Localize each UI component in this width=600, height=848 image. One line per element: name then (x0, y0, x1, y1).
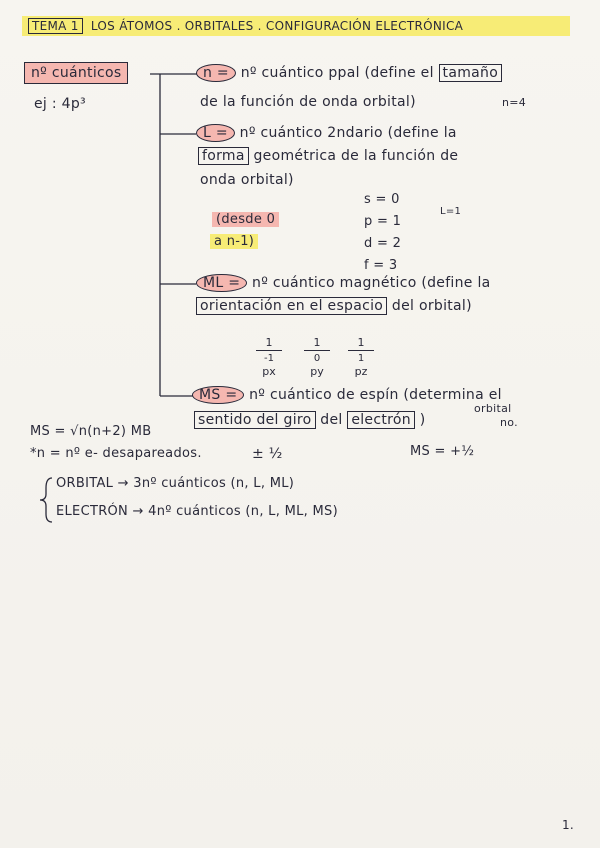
ms-row-2 (194, 412, 425, 428)
frac-bottom: 0 (313, 353, 321, 364)
page-number: 1. (562, 818, 575, 832)
frac-top: 1 (265, 336, 273, 349)
ml-row (196, 274, 491, 292)
ml-fraction-py (302, 336, 332, 378)
n-symbol: n = (196, 64, 236, 82)
l-desc: nº cuántico 2ndario (define la (239, 125, 457, 141)
ml-orientation-box: orientación en el espacio (196, 297, 387, 315)
n-note: n=4 (502, 96, 527, 109)
l-value-f: f = 3 (364, 258, 398, 273)
l-row-2 (198, 148, 458, 164)
ml-desc: nº cuántico magnético (define la (252, 275, 491, 291)
ms-mid: del (320, 412, 343, 428)
n-size-box: tamaño (439, 64, 503, 82)
ml-row-2 (196, 298, 472, 314)
frac-top: 1 (357, 336, 365, 349)
ms-close: ) (419, 412, 426, 428)
l-desc-line3: onda orbital) (200, 172, 294, 188)
ms-spin-box: sentido del giro (194, 411, 316, 429)
ml-desc-line2: del orbital) (391, 298, 472, 314)
title-text: LOS ÁTOMOS . ORBITALES . CONFIGURACIÓN ELECTRÓNICA (90, 19, 464, 33)
l-symbol: L = (196, 124, 235, 142)
l-row (196, 124, 457, 142)
n-definition: *n = nº e- desapareados. (30, 446, 202, 461)
frac-label: px (262, 365, 276, 378)
frac-label: pz (354, 365, 368, 378)
quantum-numbers-heading: nº cuánticos (24, 62, 128, 84)
ms-row (192, 386, 502, 404)
ms-desc: nº cuántico de espín (determina el (249, 387, 502, 403)
ml-fraction-pz (346, 336, 376, 378)
n-desc-line2: de la función de onda orbital) (200, 94, 416, 110)
ml-symbol: ML = (196, 274, 247, 292)
frac-top: 1 (313, 336, 321, 349)
ms-symbol: MS = (192, 386, 244, 404)
n-row (196, 64, 502, 82)
tema-box: TEMA 1 (28, 18, 83, 34)
l-form-box: forma (198, 147, 249, 165)
l-desc-line2: geométrica de la función de (253, 148, 459, 164)
l-value-d: d = 2 (364, 236, 402, 251)
ms-value: MS = +½ (410, 444, 475, 459)
ml-fraction-px (254, 336, 284, 378)
l-value-s: s = 0 (364, 192, 400, 207)
ms-note-bottom: no. (500, 416, 518, 429)
orbital-line: ORBITAL → 3nº cuánticos (n, L, ML) (56, 476, 295, 491)
n-desc: nº cuántico ppal (define el (240, 65, 434, 81)
frac-bottom: 1 (357, 353, 365, 364)
ms-plusminus: ± ½ (252, 446, 283, 462)
frac-label: py (310, 365, 324, 378)
mu-formula: MS = √n(n+2) MB (30, 424, 152, 439)
l-note: L=1 (440, 206, 462, 217)
l-range-2: a n-1) (210, 234, 258, 249)
electron-line: ELECTRÓN → 4nº cuánticos (n, L, ML, MS) (56, 504, 338, 519)
frac-bottom: -1 (264, 353, 274, 364)
l-range-1: (desde 0 (212, 212, 279, 227)
ms-electron-box: electrón (347, 411, 415, 429)
ms-note-top: orbital (474, 402, 512, 415)
l-value-p: p = 1 (364, 214, 402, 229)
example-label: ej : 4p³ (34, 96, 86, 112)
